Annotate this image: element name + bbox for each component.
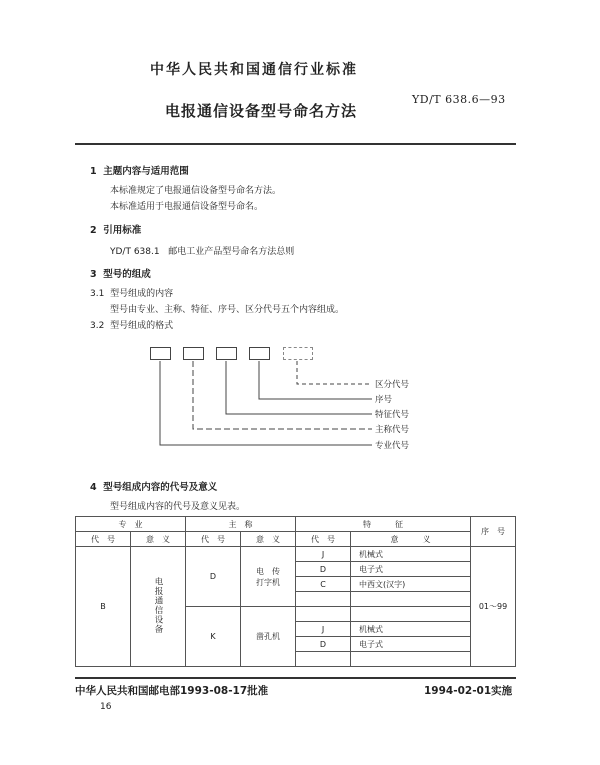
approval-line: 中华人民共和国邮电部1993-08-17批准 [75,685,269,697]
feature-code-cell: J [296,547,351,562]
section-number: 2 [90,225,97,236]
feature-meaning-cell: 机械式 [351,622,471,637]
section-4-heading [90,479,217,493]
col-meaning: 意 义 [131,532,186,547]
section-number: 3 [90,269,97,280]
serial-cell: 01～99 [471,547,516,667]
section-1-text: 本标准规定了电报通信设备型号命名方法。 [110,186,282,196]
section-title: 主题内容与适用范围 [103,166,189,177]
zhuanye-meaning-cell [131,547,186,667]
diagram-label: 特征代号 [375,410,410,420]
subsection-title: 型号组成的内容 [110,289,174,299]
col-meaning: 意 义 [351,532,471,547]
document-title: 电报通信设备型号命名方法 [165,102,358,120]
feature-code-cell [296,652,351,667]
diagram-label: 序号 [375,395,393,405]
zhucheng-code-cell: K [186,607,241,667]
zhucheng-meaning-cell: 凿孔机 [241,607,296,667]
feature-meaning-cell: 电子式 [351,637,471,652]
feature-meaning-cell [351,652,471,667]
feature-code-cell [296,592,351,607]
feature-meaning-cell: 电子式 [351,562,471,577]
reference-code: YD/T 638.1 [110,247,160,257]
col-code: 代 号 [76,532,131,547]
section-number: 1 [90,166,97,177]
header-zhucheng: 主 称 [186,517,296,532]
zhuanye-meaning: 电报通信设备 [153,577,163,634]
subsection-number: 3.1 [90,289,105,299]
diagram-label: 专业代号 [375,441,410,451]
page-number: 16 [100,702,112,712]
section-title: 型号组成内容的代号及意义 [103,482,218,493]
col-meaning: 意 义 [241,532,296,547]
standard-code: YD/T 638.6—93 [412,93,506,106]
col-code: 代 号 [186,532,241,547]
feature-code-cell: J [296,622,351,637]
subsection-title: 型号组成的格式 [110,321,174,331]
feature-code-cell: C [296,577,351,592]
col-code: 代 号 [296,532,351,547]
issuing-org: 中华人民共和国通信行业标准 [150,62,358,78]
feature-meaning-cell: 中西文(汉字) [351,577,471,592]
zhucheng-meaning-cell: 电 传 打字机 [241,547,296,607]
feature-code-cell: D [296,637,351,652]
subsection-3-1-text: 型号由专业、主称、特征、序号、区分代号五个内容组成。 [110,305,345,315]
implementation-date: 1994-02-01实施 [424,685,513,697]
table-row [76,547,516,562]
feature-meaning-cell [351,607,471,622]
feature-code-cell: D [296,562,351,577]
header-xuhao: 序 号 [471,517,516,547]
reference-title: 邮电工业产品型号命名方法总则 [168,247,295,257]
section-4-intro: 型号组成内容的代号及意义见表。 [110,502,246,512]
zhucheng-code-cell: D [186,547,241,607]
subsection-number: 3.2 [90,321,105,331]
section-number: 4 [90,482,97,493]
code-meaning-table [75,516,516,667]
diagram-label: 主称代号 [375,425,410,435]
feature-code-cell [296,607,351,622]
diagram-label: 区分代号 [375,380,410,390]
section-title: 型号的组成 [103,269,151,280]
section-title: 引用标准 [103,225,142,236]
header-tezheng: 特 征 [296,517,471,532]
feature-meaning-cell [351,592,471,607]
table-header-row [76,517,516,532]
feature-meaning-cell: 机械式 [351,547,471,562]
footer-rule [75,677,516,679]
section-1-text: 本标准适用于电报通信设备型号命名。 [110,202,264,212]
table-subheader-row [76,532,516,547]
header-zhuanye: 专 业 [76,517,186,532]
zhuanye-code-cell: B [76,547,131,667]
